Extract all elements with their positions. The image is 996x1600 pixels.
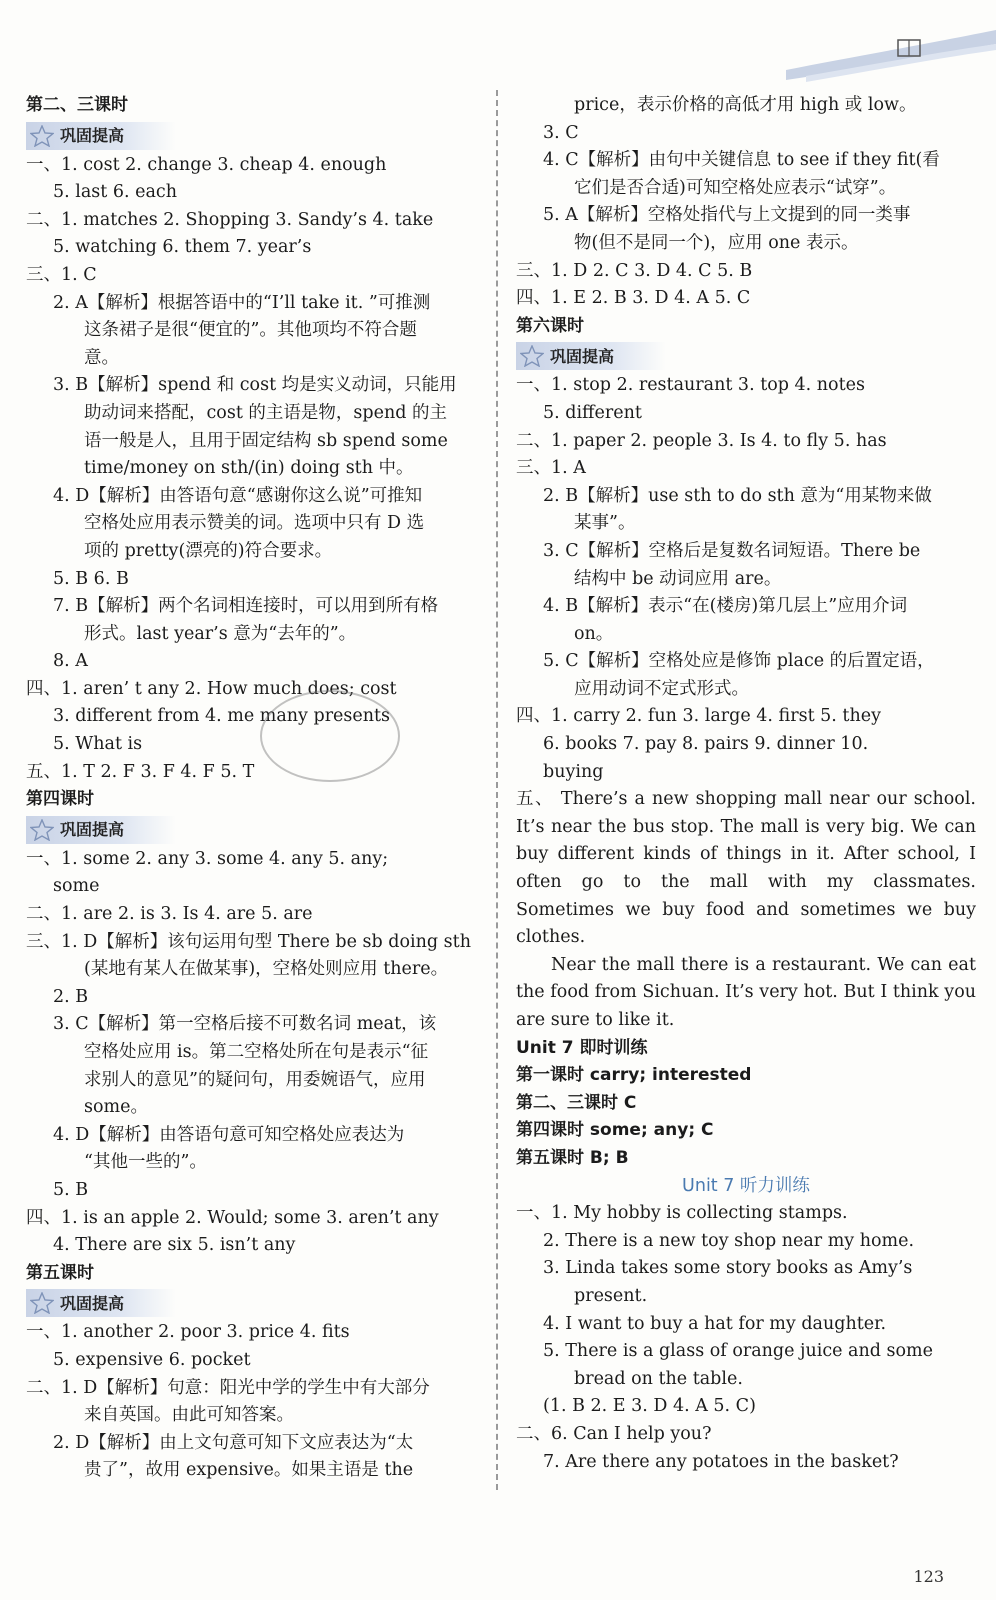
banner-label: 巩固提高 [550,346,615,366]
answer-line: 三、1. D【解析】该句运用句型 There be sb doing sth [26,931,471,952]
answer-line: 5. different [543,402,642,423]
answer-line: (1. B 2. E 3. D 4. A 5. C) [543,1396,756,1417]
answer-line: 2. B【解析】use sth to do sth 意为“用某物来做 [543,485,932,506]
answer-line: 它们是否合适)可知空格处应表示“试穿”。 [574,177,897,198]
answer-line: 3. different from 4. me many presents [53,706,391,727]
answer-line: time/money on sth/(in) doing sth 中。 [84,458,414,479]
answer-line: on。 [574,623,614,644]
answer-line: “其他一些的”。 [84,1152,207,1173]
right-column [516,92,976,1476]
essay-paragraph: Near the mall there is a restaurant. We can eat the food from Sichuan. It’s very hot. But I think you are sure to like it. [516,954,976,1030]
answer-line: 2. D【解析】由上文句意可知下文应表达为“太 [53,1432,414,1453]
section-heading: 第二、三课时 [26,95,128,115]
answer-line: 4. B【解析】表示“在(楼房)第几层上”应用介词 [543,596,908,617]
answer-line: 四、1. E 2. B 3. D 4. A 5. C [516,288,751,309]
section-heading: 第五课时 [26,1262,94,1283]
answer-line: 这条裙子是很“便宜的”。其他项均不符合题 [84,320,417,341]
answer-line: 8. A [53,651,88,672]
answer-line: 物(但不是同一个)，应用 one 表示。 [574,232,859,253]
answer-line: 2. B [53,986,89,1007]
answer-line: 5. There is a glass of orange juice and some [543,1341,933,1362]
answer-line: 7. Are there any potatoes in the basket? [543,1451,899,1472]
answer-line: 4. There are six 5. isn’t any [53,1235,296,1256]
section-heading: 第六课时 [516,315,584,336]
answer-line: 四、1. is an apple 2. Would; some 3. aren’t any [26,1207,439,1228]
answer-line: 3. C [543,122,579,143]
answer-line: 二、1. are 2. is 3. Is 4. are 5. are [26,904,313,925]
answer-line: 2. A【解析】根据答语中的“I’ll take it. ”可推测 [53,292,431,313]
answer-line: present. [574,1285,648,1306]
answer-line: 二、6. Can I help you? [516,1423,712,1444]
answer-line: 形式。last year’s 意为“去年的”。 [84,623,357,644]
answer-line: Unit 7 听力训练 [682,1175,810,1196]
answer-line: 第一课时 carry; interested [516,1065,752,1086]
answer-line: 4. D【解析】由答语句意“感谢你这么说”可推知 [53,485,423,506]
answer-line: 7. B【解析】两个名词相连接时，可以用到所有格 [53,596,439,617]
answer-line: 助动词来搭配，cost 的主语是物，spend 的主 [84,402,447,423]
answer-line: 3. B【解析】spend 和 cost 均是实义动词，只能用 [53,375,457,396]
answer-line: 3. C【解析】第一空格后接不可数名词 meat，该 [53,1014,437,1035]
section-heading: 第四课时 [26,789,94,810]
left-column [26,92,488,1485]
answer-line: 来自英国。由此可知答案。 [84,1405,294,1426]
answer-line: 5. A【解析】空格处指代与上文提到的同一类事 [543,205,911,226]
answer-line: 空格处应用表示赞美的词。选项中只有 D 选 [84,513,425,534]
watermark-stamp [260,690,400,782]
banner-label: 巩固提高 [60,820,125,840]
essay-paragraph: 五、 There’s a new shopping mall near our school. It’s near the bus stop. The mall is very big. We can buy different kinds of things in it. After school, I often go to the mall with my classmates. Sometimes we buy food and sometimes we buy clothes. [516,789,976,948]
answer-line: buying [543,761,604,782]
answer-line: 一、1. some 2. any 3. some 4. any 5. any; [26,848,389,869]
answer-line: 一、1. stop 2. restaurant 3. top 4. notes [516,375,865,396]
answer-line: some。 [84,1097,148,1118]
star-icon [30,125,54,147]
answer-line: some [53,876,100,897]
answer-line: 2. There is a new toy shop near my home. [543,1230,915,1251]
answer-line: 空格处应用 is。第二空格处所在句是表示“征 [84,1042,429,1062]
answer-line: 四、1. carry 2. fun 3. large 4. first 5. they [516,706,881,727]
answer-line: 求别人的意见”的疑问句，用委婉语气，应用 [84,1069,426,1090]
section-heading: Unit 7 即时训练 [516,1037,648,1058]
answer-line: 某事”。 [574,513,636,534]
answer-line: 四、1. aren’ t any 2. How much does; cost [26,678,397,699]
answer-line: 项的 pretty(漂亮的)符合要求。 [84,540,333,561]
answer-line: 二、1. D【解析】句意：阳光中学的学生中有大部分 [26,1377,430,1398]
answer-line: 结构中 be 动词应用 are。 [574,568,782,589]
answer-line: 二、1. paper 2. people 3. Is 4. to fly 5. has [516,430,887,451]
section-banner [26,1289,176,1317]
answer-line: 应用动词不定式形式。 [574,678,749,699]
banner-label: 巩固提高 [60,125,125,145]
answer-line: 5. last 6. each [53,182,177,203]
answer-line: (某地有某人在做某事)，空格处则应用 there。 [84,959,449,980]
answer-line: 6. books 7. pay 8. pairs 9. dinner 10. [543,734,869,755]
star-icon [30,1292,54,1314]
answer-line: price，表示价格的高低才用 high 或 low。 [574,95,917,115]
answer-line: 4. D【解析】由答语句意可知空格处应表达为 [53,1124,405,1145]
answer-line: 二、1. matches 2. Shopping 3. Sandy’s 4. take [26,209,434,230]
star-icon [30,819,54,841]
answer-line: 4. C【解析】由句中关键信息 to see if they fit(看 [543,150,940,171]
answer-line: 5. C【解析】空格处应是修饰 place 的后置定语， [543,651,935,672]
answer-line: 贵了”，故用 expensive。如果主语是 the [84,1460,414,1481]
section-banner [26,122,176,150]
answer-line: 5. watching 6. them 7. year’s [53,237,312,258]
answer-line: 语一般是人，且用于固定结构 sb spend some [84,430,448,451]
page-number: 123 [913,1567,944,1586]
answer-line: 五、1. T 2. F 3. F 4. F 5. T [26,761,255,782]
book-corner-decoration [786,18,996,88]
answer-line: 5. B 6. B [53,568,129,589]
answer-line: 三、1. A [516,458,586,479]
answer-line: 第五课时 B; B [516,1147,629,1168]
answer-line: 意。 [84,347,119,368]
answer-line: 3. Linda takes some story books as Amy’s [543,1258,913,1279]
answer-line: 5. B [53,1179,89,1200]
answer-line: 一、1. another 2. poor 3. price 4. fits [26,1322,350,1343]
section-banner [26,816,176,844]
section-banner [516,342,666,370]
answer-line: 一、1. cost 2. change 3. cheap 4. enough [26,154,387,175]
answer-line: 5. What is [53,734,143,755]
answer-line: bread on the table. [574,1368,743,1389]
column-divider [496,90,498,1490]
banner-label: 巩固提高 [60,1293,125,1313]
answer-line: 三、1. D 2. C 3. D 4. C 5. B [516,260,753,281]
answer-line: 第四课时 some; any; C [516,1120,714,1141]
answer-line: 4. I want to buy a hat for my daughter. [543,1313,887,1334]
answer-line: 三、1. C [26,264,97,285]
answer-line: 第二、三课时 C [516,1092,637,1113]
answer-line: 5. expensive 6. pocket [53,1349,251,1370]
star-icon [520,345,544,367]
answer-line: 一、1. My hobby is collecting stamps. [516,1203,848,1224]
answer-line: 3. C【解析】空格后是复数名词短语。There be [543,540,921,561]
